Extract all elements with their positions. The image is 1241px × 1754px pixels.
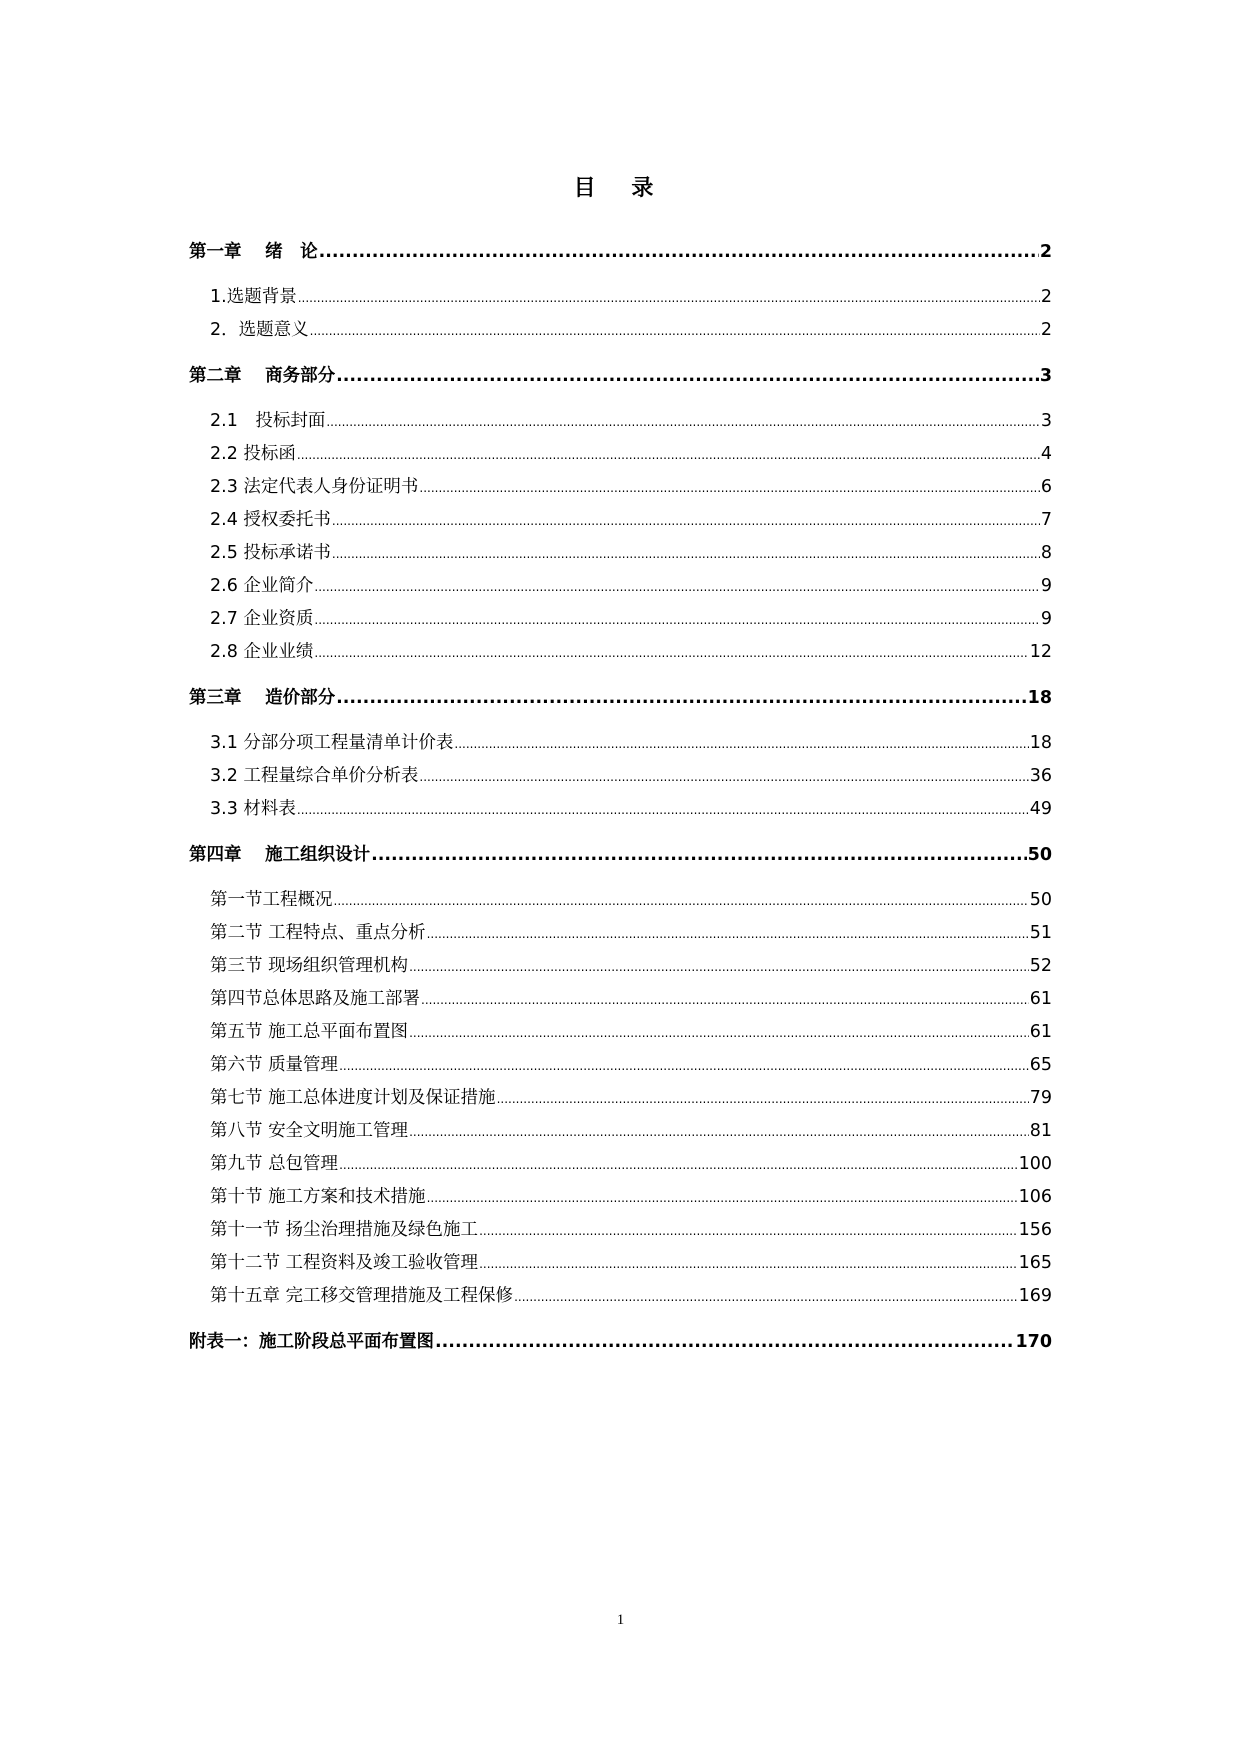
toc-entry-label: 第十二节 工程资料及竣工验收管理	[210, 1253, 479, 1273]
toc-chapter-entry[interactable]	[189, 682, 1052, 715]
toc-entry-label: 第七节 施工总体进度计划及保证措施	[210, 1088, 496, 1108]
toc-section-entry[interactable]	[189, 314, 1052, 347]
toc-entry-page: 49	[1029, 799, 1052, 819]
toc-entry-page: 9	[1040, 576, 1052, 596]
toc-section-entry[interactable]	[189, 603, 1052, 636]
toc-entry-label: 第一节工程概况	[210, 890, 333, 910]
toc-entry-page: 156	[1018, 1220, 1052, 1240]
toc-dot-leader	[297, 438, 1040, 472]
toc-dot-leader	[297, 793, 1029, 827]
toc-dot-leader	[427, 917, 1029, 951]
toc-entry-label: 第十一节 扬尘治理措施及绿色施工	[210, 1220, 479, 1240]
toc-section-entry[interactable]	[189, 950, 1052, 983]
toc-entry-page: 3	[1040, 411, 1052, 431]
toc-entry-page: 12	[1029, 642, 1052, 662]
toc-entry-label: 2.8 企业业绩	[210, 642, 314, 662]
toc-section-entry[interactable]	[189, 793, 1052, 826]
toc-dot-leader	[514, 1280, 1018, 1314]
toc-section-entry[interactable]	[189, 1049, 1052, 1082]
toc-entry-label: 第一章 绪 论	[189, 242, 318, 262]
toc-entry-page: 165	[1018, 1253, 1052, 1273]
toc-entry-page: 2	[1040, 320, 1052, 340]
toc-section-entry[interactable]	[189, 504, 1052, 537]
toc-section-entry[interactable]	[189, 471, 1052, 504]
toc-entry-page: 50	[1027, 845, 1052, 865]
toc-entry-page: 6	[1040, 477, 1052, 497]
toc-entry-page: 2	[1040, 287, 1052, 307]
toc-section-entry[interactable]	[189, 760, 1052, 793]
toc-dot-leader	[479, 1214, 1018, 1248]
toc-entry-label: 第八节 安全文明施工管理	[210, 1121, 409, 1141]
toc-entry-label: 2.3 法定代表人身份证明书	[210, 477, 419, 497]
toc-entry-label: 第五节 施工总平面布置图	[210, 1022, 409, 1042]
toc-entry-page: 65	[1029, 1055, 1052, 1075]
toc-entry-label: 第三节 现场组织管理机构	[210, 956, 409, 976]
toc-entry-label: 第四章 施工组织设计	[189, 845, 371, 865]
toc-entry-label: 2．选题意义	[210, 320, 309, 340]
toc-entry-page: 18	[1029, 733, 1052, 753]
toc-entry-label: 3.3 材料表	[210, 799, 296, 819]
toc-entry-page: 4	[1040, 444, 1052, 464]
toc-section-entry[interactable]	[189, 1082, 1052, 1115]
toc-entry-label: 第四节总体思路及施工部署	[210, 989, 420, 1009]
toc-entry-label: 3.2 工程量综合单价分析表	[210, 766, 419, 786]
toc-dot-leader	[421, 983, 1029, 1017]
toc-section-entry[interactable]	[189, 884, 1052, 917]
toc-entry-page: 36	[1029, 766, 1052, 786]
toc-dot-leader	[435, 1326, 1014, 1359]
toc-dot-leader	[314, 570, 1039, 604]
page-number: 1	[616, 1612, 625, 1628]
toc-entry-page: 106	[1018, 1187, 1052, 1207]
toc-entry-page: 52	[1029, 956, 1052, 976]
toc-section-entry[interactable]	[189, 1181, 1052, 1214]
toc-entry-page: 7	[1040, 510, 1052, 530]
toc-entry-label: 第十节 施工方案和技术措施	[210, 1187, 426, 1207]
toc-section-entry[interactable]	[189, 1280, 1052, 1313]
toc-entry-page: 9	[1040, 609, 1052, 629]
toc-section-entry[interactable]	[189, 281, 1052, 314]
toc-section-entry[interactable]	[189, 438, 1052, 471]
toc-entry-label: 2.5 投标承诺书	[210, 543, 331, 563]
toc-section-entry[interactable]	[189, 727, 1052, 760]
toc-dot-leader	[371, 839, 1027, 872]
toc-dot-leader	[332, 537, 1040, 571]
toc-entry-label: 第二节 工程特点、重点分析	[210, 923, 426, 943]
toc-dot-leader	[334, 884, 1029, 918]
toc-section-entry[interactable]	[189, 537, 1052, 570]
toc-entry-label: 2.1 投标封面	[210, 411, 326, 431]
toc-dot-leader	[419, 471, 1039, 505]
toc-entry-label: 第十五章 完工移交管理措施及工程保修	[210, 1286, 514, 1306]
toc-entry-label: 2.4 授权委托书	[210, 510, 331, 530]
toc-entry-label: 2.2 投标函	[210, 444, 296, 464]
toc-dot-leader	[409, 950, 1029, 984]
toc-dot-leader	[314, 603, 1039, 637]
toc-section-entry[interactable]	[189, 917, 1052, 950]
toc-chapter-entry[interactable]	[189, 1326, 1052, 1359]
toc-entry-page: 81	[1029, 1121, 1052, 1141]
toc-dot-leader	[479, 1247, 1018, 1281]
toc-dot-leader	[314, 636, 1028, 670]
toc-section-entry[interactable]	[189, 983, 1052, 1016]
toc-entry-page: 61	[1029, 1022, 1052, 1042]
toc-dot-leader	[326, 405, 1040, 439]
toc-dot-leader	[427, 1181, 1018, 1215]
toc-chapter-entry[interactable]	[189, 360, 1052, 393]
toc-entry-label: 2.6 企业简介	[210, 576, 314, 596]
toc-section-entry[interactable]	[189, 570, 1052, 603]
toc-dot-leader	[298, 281, 1040, 315]
toc-dot-leader	[336, 360, 1039, 393]
toc-entry-page: 170	[1015, 1332, 1052, 1352]
toc-section-entry[interactable]	[189, 636, 1052, 669]
toc-dot-leader	[310, 314, 1040, 348]
toc-section-entry[interactable]	[189, 1115, 1052, 1148]
toc-entry-page: 61	[1029, 989, 1052, 1009]
toc-section-entry[interactable]	[189, 1214, 1052, 1247]
toc-dot-leader	[497, 1082, 1029, 1116]
toc-dot-leader	[409, 1115, 1029, 1149]
toc-entry-label: 第二章 商务部分	[189, 366, 336, 386]
toc-entry-label: 1.选题背景	[210, 287, 297, 307]
toc-section-entry[interactable]	[189, 1016, 1052, 1049]
page-title: 目 录	[573, 176, 668, 201]
toc-entry-label: 附表一：施工阶段总平面布置图	[189, 1332, 434, 1352]
toc-chapter-entry[interactable]	[189, 236, 1052, 269]
toc-entry-page: 8	[1040, 543, 1052, 563]
toc-entry-page: 18	[1027, 688, 1052, 708]
toc-chapter-entry[interactable]	[189, 839, 1052, 872]
table-of-contents	[189, 236, 1052, 1371]
toc-entry-page: 3	[1039, 366, 1052, 386]
toc-dot-leader	[454, 727, 1028, 761]
toc-entry-page: 51	[1029, 923, 1052, 943]
toc-dot-leader	[332, 504, 1040, 538]
toc-entry-page: 50	[1029, 890, 1052, 910]
toc-dot-leader	[339, 1049, 1029, 1083]
toc-section-entry[interactable]	[189, 1148, 1052, 1181]
toc-entry-label: 第九节 总包管理	[210, 1154, 339, 1174]
toc-dot-leader	[336, 682, 1027, 715]
toc-entry-label: 2.7 企业资质	[210, 609, 314, 629]
toc-entry-label: 第六节 质量管理	[210, 1055, 339, 1075]
toc-section-entry[interactable]	[189, 1247, 1052, 1280]
toc-entry-page: 2	[1039, 242, 1052, 262]
toc-entry-label: 3.1 分部分项工程量清单计价表	[210, 733, 454, 753]
toc-entry-label: 第三章 造价部分	[189, 688, 336, 708]
toc-entry-page: 169	[1018, 1286, 1052, 1306]
toc-entry-page: 100	[1018, 1154, 1052, 1174]
toc-section-entry[interactable]	[189, 405, 1052, 438]
toc-dot-leader	[319, 236, 1039, 269]
toc-dot-leader	[339, 1148, 1018, 1182]
toc-dot-leader	[419, 760, 1028, 794]
toc-dot-leader	[409, 1016, 1029, 1050]
toc-entry-page: 79	[1029, 1088, 1052, 1108]
